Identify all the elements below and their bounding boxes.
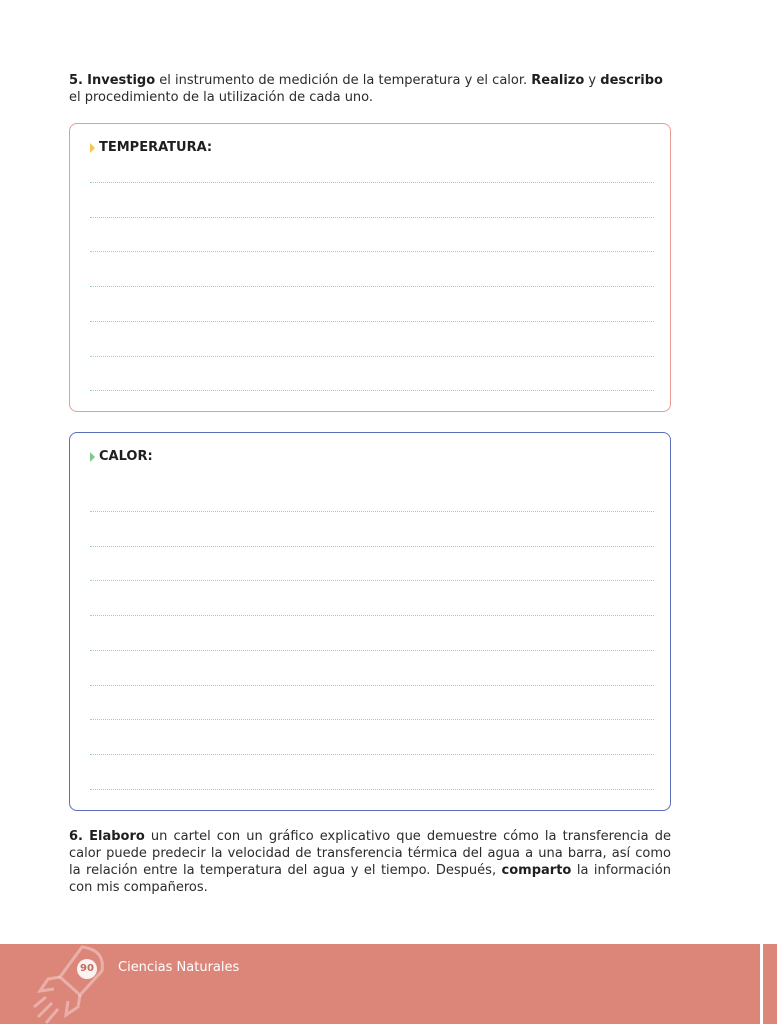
question-6-number: 6. [69, 829, 83, 844]
question-5-text-1: el instrumento de medición de la temperatura y el calor. [155, 73, 532, 88]
question-6-text-2: la información con mis compañeros. [69, 863, 671, 895]
question-5-verb-investigo: Investigo [87, 73, 156, 88]
calor-answer-box [69, 432, 671, 811]
writing-line[interactable] [90, 650, 654, 651]
question-6 [69, 828, 671, 896]
writing-line[interactable] [90, 251, 654, 252]
question-6-verb-comparto: comparto [501, 863, 572, 878]
rocket-icon [30, 943, 110, 1024]
bullet-arrow-icon [90, 143, 95, 153]
question-5-verb-describo: describo [600, 73, 663, 88]
writing-line[interactable] [90, 321, 654, 322]
page-footer-edge [763, 944, 777, 1024]
writing-line[interactable] [90, 546, 654, 547]
writing-line[interactable] [90, 390, 654, 391]
bullet-arrow-icon [90, 452, 95, 462]
question-5-number: 5. [69, 73, 83, 88]
page-number: 90 [77, 959, 97, 979]
page-footer [0, 944, 760, 1024]
question-6-text-1: un cartel con un gráfico explicativo que demuestre cómo la transferencia de calor puede predecir la velocidad de transferencia térmica del agua a una barra, así como la relación entre la temperatura del agua y el tiempo. Después, [69, 829, 671, 878]
question-5-text-3: el procedimiento de la utilización de cada uno. [69, 90, 374, 105]
writing-line[interactable] [90, 356, 654, 357]
writing-line[interactable] [90, 182, 654, 183]
question-5 [69, 72, 671, 106]
writing-line[interactable] [90, 754, 654, 755]
question-5-verb-realizo: Realizo [531, 73, 585, 88]
writing-line[interactable] [90, 580, 654, 581]
calor-title: CALOR: [99, 449, 153, 464]
writing-line[interactable] [90, 615, 654, 616]
writing-line[interactable] [90, 685, 654, 686]
temperatura-heading [90, 140, 212, 155]
question-6-verb-elaboro: Elaboro [89, 829, 145, 844]
writing-line[interactable] [90, 286, 654, 287]
calor-heading [90, 449, 153, 464]
writing-line[interactable] [90, 511, 654, 512]
writing-line[interactable] [90, 789, 654, 790]
temperatura-title: TEMPERATURA: [99, 140, 213, 155]
writing-line[interactable] [90, 217, 654, 218]
writing-line[interactable] [90, 719, 654, 720]
footer-subject: Ciencias Naturales [118, 960, 240, 975]
question-5-text-2: y [584, 73, 601, 88]
temperatura-answer-box [69, 123, 671, 412]
